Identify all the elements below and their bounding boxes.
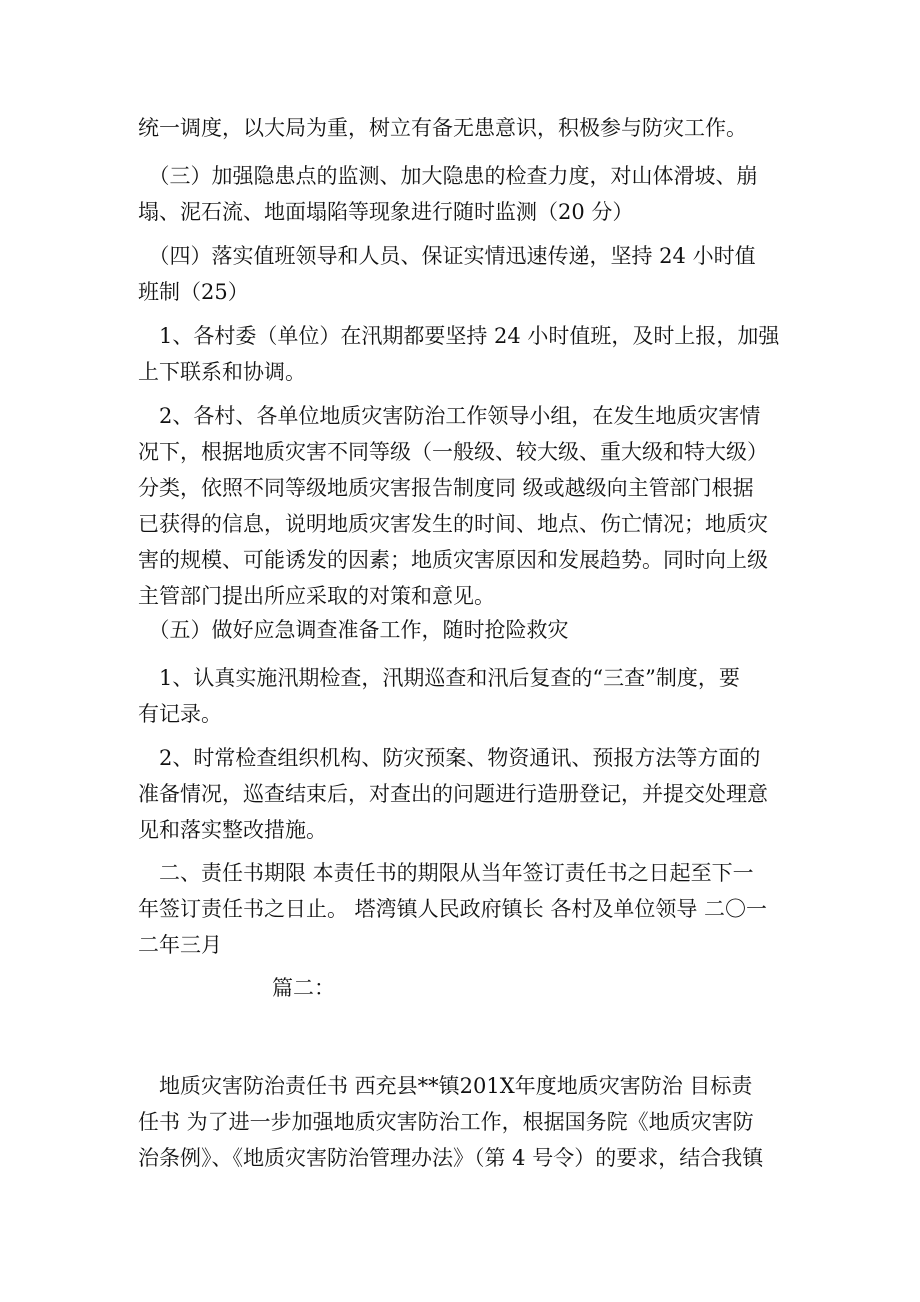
text-line: （五）做好应急调查准备工作，随时抢险救灾	[138, 618, 569, 642]
paragraph-item-2-checks	[138, 740, 798, 848]
text-line: 地质灾害防治责任书 西充县**镇201X年度地质灾害防治 目标责	[138, 1074, 753, 1098]
text-line: 二、责任书期限 本责任书的期限从当年签订责任书之日起至下一	[138, 861, 754, 885]
paragraph-item-1-inspection	[138, 660, 798, 732]
paragraph-responsibility-letter-intro	[138, 1068, 798, 1176]
paragraph-section-three	[138, 158, 798, 230]
text-line: 统一调度，以大局为重，树立有备无患意识，积极参与防灾工作。	[138, 116, 747, 140]
paragraph-term-of-responsibility	[138, 855, 798, 963]
text-line: 2、各村、各单位地质灾害防治工作领导小组，在发生地质灾害情	[138, 404, 761, 428]
text-line: 塌、泥石流、地面塌陷等现象进行随时监测（20 分）	[138, 200, 634, 224]
text-line: 准备情况，巡查结束后，对查出的问题进行造册登记，并提交处理意	[138, 782, 768, 806]
text-line: 篇二：	[272, 976, 335, 1000]
paragraph-section-four	[138, 238, 798, 310]
paragraph-item-2-reporting	[138, 398, 798, 614]
text-line: 分类，依照不同等级地质灾害报告制度同 级或越级向主管部门根据	[138, 476, 754, 500]
text-line: 二年三月	[138, 933, 222, 957]
section-heading-part-two	[272, 970, 920, 1006]
text-line: 2、时常检查组织机构、防灾预案、物资通讯、预报方法等方面的	[138, 746, 761, 770]
paragraph-item-1-duty	[138, 318, 798, 390]
text-line: 治条例》、《地质灾害防治管理办法》（第 4 号令）的要求，结合我镇	[138, 1146, 764, 1170]
text-line: 主管部门提出所应采取的对策和意见。	[138, 584, 495, 608]
text-line: 况下，根据地质灾害不同等级（一般级、较大级、重大级和特大级）	[138, 440, 768, 464]
text-line: 害的规模、可能诱发的因素；地质灾害原因和发展趋势。同时向上级	[138, 548, 768, 572]
text-line: 年签订责任书之日止。 塔湾镇人民政府镇长 各村及单位领导 二〇一	[138, 897, 768, 921]
text-line: 有记录。	[138, 702, 222, 726]
text-line: 1、各村委（单位）在汛期都要坚持 24 小时值班，及时上报，加强	[138, 324, 780, 348]
paragraph-section-five	[138, 612, 798, 648]
text-line: 已获得的信息，说明地质灾害发生的时间、地点、伤亡情况；地质灾	[138, 512, 768, 536]
text-line: （四）落实值班领导和人员、保证实情迅速传递，坚持 24 小时值	[138, 244, 756, 268]
text-line: 班制（25）	[138, 280, 249, 304]
text-line: （三）加强隐患点的监测、加大隐患的检查力度，对山体滑坡、崩	[138, 164, 758, 188]
paragraph-unified-dispatch	[138, 110, 798, 146]
text-line: 上下联系和协调。	[138, 360, 306, 384]
text-line: 任书 为了进一步加强地质灾害防治工作，根据国务院《地质灾害防	[138, 1110, 754, 1134]
text-line: 1、认真实施汛期检查，汛期巡查和汛后复查的“三查”制度，要	[138, 666, 740, 690]
text-line: 见和落实整改措施。	[138, 818, 327, 842]
